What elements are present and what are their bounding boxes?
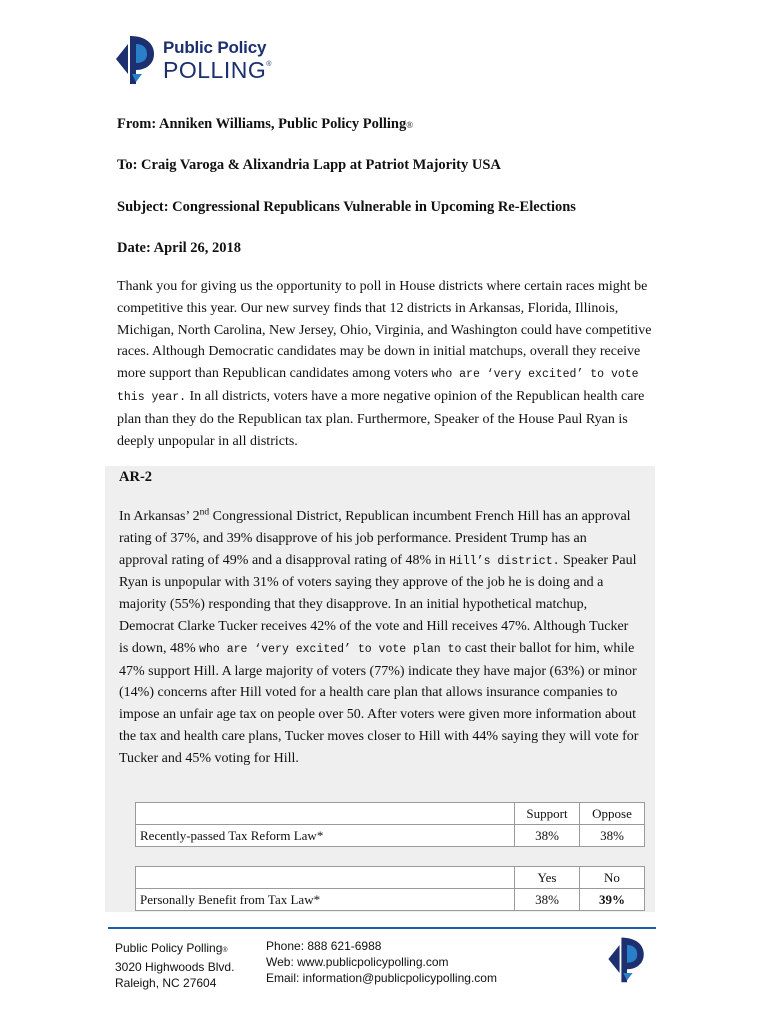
ppp-logo-icon (112, 30, 160, 88)
footer-address (115, 940, 234, 991)
footer-email-link[interactable]: Email: information@publicpolicypolling.com (266, 971, 497, 985)
memo-from: From: Anniken Williams, Public Policy Polling® (117, 116, 414, 132)
registered-mark: ® (222, 947, 228, 954)
logo-registered-mark: ® (266, 61, 272, 68)
footer-web-link[interactable]: Web: www.publicpolicypolling.com (266, 955, 449, 969)
column-header: Oppose (580, 803, 645, 825)
cell-value: 38% (515, 889, 580, 911)
logo-text-line2: POLLING® (163, 57, 272, 83)
memo-subject: Subject: Congressional Republicans Vulnerable in Upcoming Re-Elections (117, 199, 576, 215)
column-header: Yes (515, 867, 580, 889)
row-label: Personally Benefit from Tax Law* (136, 889, 515, 911)
row-label: Recently-passed Tax Reform Law* (136, 825, 515, 847)
intro-paragraph: Thank you for giving us the opportunity to poll in House districts where certain races might be competitive this year. Our new survey finds that 12 districts in Arkansas, Florida, Illinois, Michigan, North Carolina, New Jersey, Ohio, Virginia, and Washington could have competitive races. Although Democratic candidates may be down in initial matchups, overall they receive more support than Republican candidates among voters who are ‘very excited’ to vote this year. In all districts, voters have a more negative opinion of the Republican health care plan than they do the Republican tax plan. Furthermore, Speaker of the House Paul Ryan is deeply unpopular in all districts. (117, 279, 652, 449)
cell-value: 38% (580, 825, 645, 847)
footer-phone: Phone: 888 621-6988 (266, 939, 382, 953)
table-row (136, 825, 645, 847)
footer-address-line2: Raleigh, NC 27604 (115, 976, 217, 990)
memo-to: To: Craig Varoga & Alixandria Lapp at Patriot Majority USA (117, 157, 501, 173)
registered-mark: ® (406, 120, 414, 130)
tax-benefit-table (135, 866, 645, 911)
tax-reform-table (135, 802, 645, 847)
table-row (136, 889, 645, 911)
memo-date: Date: April 26, 2018 (117, 240, 242, 256)
ppp-footer-logo-icon (602, 932, 652, 991)
column-header: Support (515, 803, 580, 825)
district-paragraph: In Arkansas’ 2nd Congressional District, Republican incumbent French Hill has an approval rating of 37%, and 39% disapprove of his job performance. President Trump has an approval rating of 49% and a disapproval rating of 48% in Hill’s district. Speaker Paul Ryan is unpopular with 31% of voters saying they approve of the job he is doing and a majority (55%) responding that they disapprove. In an initial hypothetical matchup, Democrat Clarke Tucker receives 42% of the vote and Hill receives 47%. Although Tucker is down, 48% who are ‘very excited’ to vote plan to cast their ballot for him, while 47% support Hill. A large majority of voters (77%) indicate they have major (63%) or minor (14%) concerns after Hill voted for a health care plan that allows insurance companies to impose an unfair age tax on people over 50. After voters were given more information about the tax and health care plans, Tucker moves closer to Hill with 44% saying they will vote for Tucker and 45% voting for Hill. (119, 507, 639, 766)
footer-contact (266, 938, 497, 986)
cell-value: 38% (515, 825, 580, 847)
district-title: AR-2 (119, 469, 153, 485)
logo-text-line1: Public Policy (163, 38, 267, 57)
column-header: No (580, 867, 645, 889)
footer-org: Public Policy Polling® (115, 941, 228, 955)
ppp-logo (112, 30, 282, 88)
footer-divider (108, 927, 656, 929)
cell-value: 39% (580, 889, 645, 911)
footer-address-line1: 3020 Highwoods Blvd. (115, 960, 235, 974)
district-section (105, 466, 655, 912)
